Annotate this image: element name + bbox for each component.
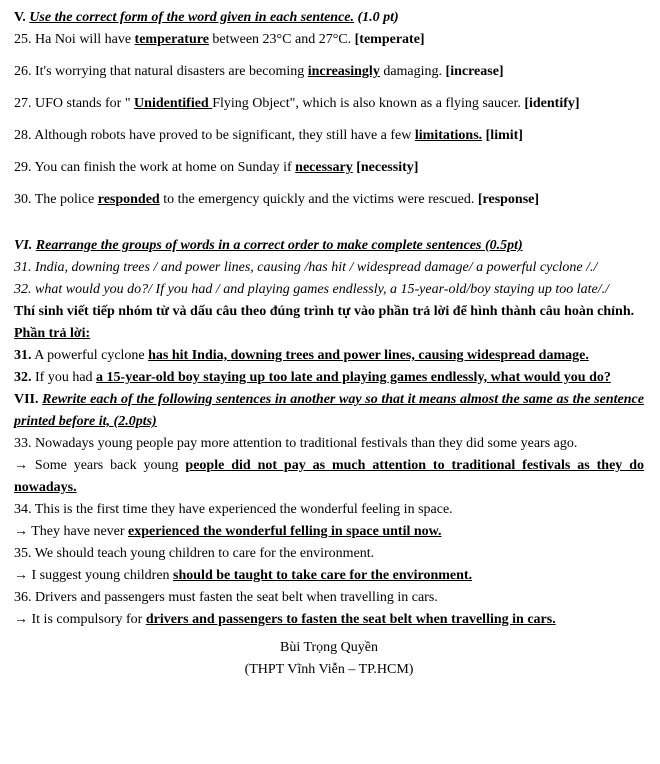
question-25: 25. Ha Noi will have temperature between 23°C and 27°C. [temperate] [14, 32, 425, 47]
question-33: 33. Nowadays young people pay more attention to traditional festivals than they did some years ago. [14, 436, 578, 451]
question-30: 30. The police responded to the emergency quickly and the victims were rescued. [response] [14, 192, 540, 207]
section-v-heading: V. Use the correct form of the word given in each sentence. (1.0 pt) [14, 10, 399, 25]
answer-35: → I suggest young children should be taught to take care for the environment. [14, 568, 473, 583]
question-29: 29. You can finish the work at home on Sunday if necessary [necessity] [14, 160, 419, 175]
answer-33: → Some years back young people did not pay as much attention to traditional festivals as they do nowadays. [14, 458, 644, 495]
section-vii-heading: VII. Rewrite each of the following sentences in another way so that it means almost the same as the sentence printed before it, (2.0pts) [14, 392, 644, 429]
question-26: 26. It's worrying that natural disasters are becoming increasingly damaging. [increase] [14, 64, 504, 79]
author-school: (THPT Vĩnh Viễn – TP.HCM) [244, 662, 414, 677]
footer [14, 637, 644, 681]
question-28: 28. Although robots have proved to be significant, they still have a few limitations. [limit] [14, 128, 523, 143]
question-27: 27. UFO stands for " Unidentified Flying Object", which is also known as a flying saucer. [identify] [14, 96, 580, 111]
section-vi-heading: VI. Rearrange the groups of words in a correct order to make complete sentences (0.5pt) [14, 238, 523, 253]
document-body [14, 7, 644, 631]
answer-34: → They have never experienced the wonderful felling in space until now. [14, 524, 442, 539]
question-34: 34. This is the first time they have experienced the wonderful feeling in space. [14, 502, 453, 517]
author-name: Bùi Trọng Quyền [279, 640, 379, 655]
item-31-jumbled: 31. India, downing trees / and power lines, causing /has hit / widespread damage/ a powerful cyclone /./ [14, 260, 598, 275]
answer-32: 32. If you had a 15-year-old boy staying up too late and playing games endlessly, what would you do? [14, 370, 611, 385]
item-32-jumbled: 32. what would you do?/ If you had / and playing games endlessly, a 15-year-old/boy staying up too late/./ [14, 282, 610, 297]
answer-31: 31. A powerful cyclone has hit India, downing trees and power lines, causing widespread damage. [14, 348, 589, 363]
answer-section-label: Phần trả lời: [14, 326, 91, 341]
question-36: 36. Drivers and passengers must fasten the seat belt when travelling in cars. [14, 590, 438, 605]
question-35: 35. We should teach young children to care for the environment. [14, 546, 375, 561]
instruction-vietnamese: Thí sinh viết tiếp nhóm từ và dấu câu theo đúng trình tự vào phần trả lời để hình thành câu hoàn chỉnh. [14, 304, 635, 319]
answer-36: → It is compulsory for drivers and passengers to fasten the seat belt when travelling in cars. [14, 612, 556, 627]
